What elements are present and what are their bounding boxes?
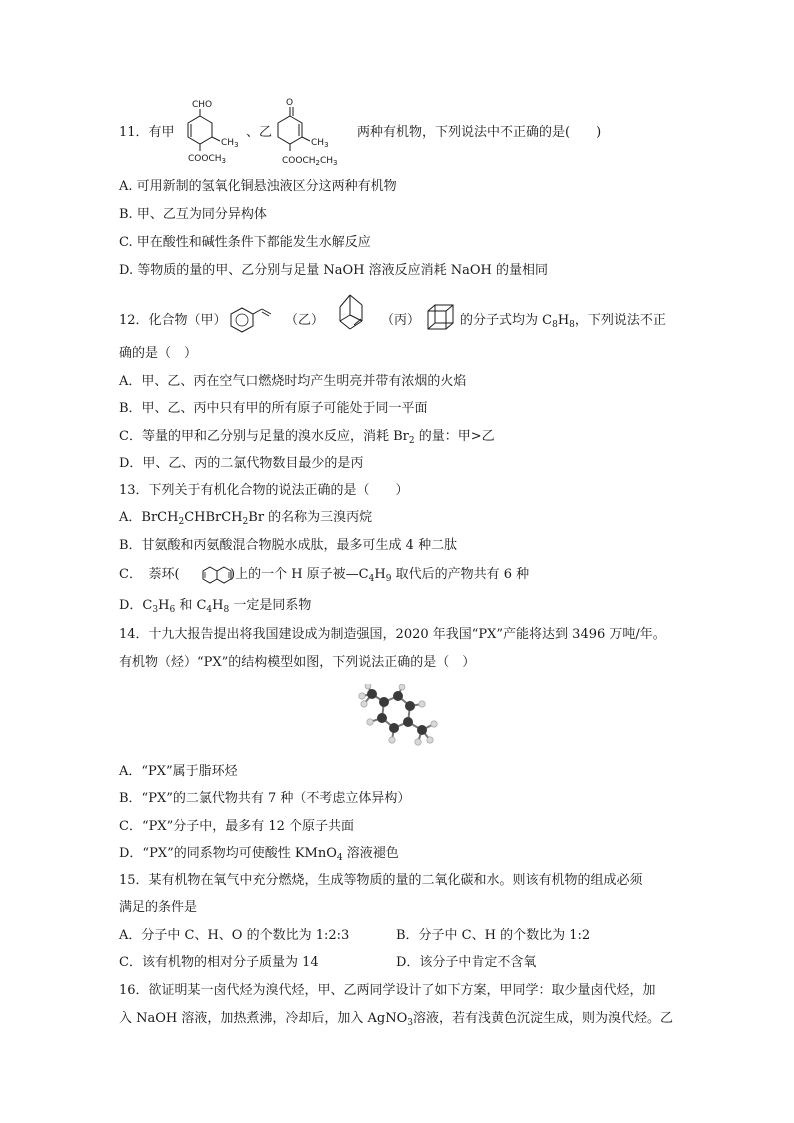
- q16-stem-line1: 16．欲证明某一卤代烃为溴代烃，甲、乙两同学设计了如下方案，甲同学：取少量卤代烃，加: [119, 983, 656, 998]
- q14-option-c: C．“PX”分子中，最多有 12 个原子共面: [119, 819, 355, 834]
- q12-option-d: D．甲、乙、丙的二氯代物数目最少的是丙: [119, 456, 364, 471]
- q11-option-c: C. 甲在酸性和碱性条件下都能发生水解反应: [119, 235, 371, 250]
- q15-stem-line1: 15．某有机物在氧气中充分燃烧，生成等物质的量的二氧化碳和水。则该有机物的组成必须: [119, 873, 643, 888]
- svg-text:COOCH2CH3: $COOCH_2CH_3$: [282, 156, 338, 167]
- cubane-structure: [426, 303, 456, 333]
- q13-option-a: A．BrCH$_2$CHBrCH$_2$Br 的名称为三溴丙烷: [119, 510, 373, 527]
- q14-stem-line2: 有机物（烃）“PX”的结构模型如图，下列说法正确的是（ ）: [119, 655, 476, 670]
- q11-stem-tail: 两种有机物，下列说法中不正确的是( ): [357, 125, 602, 140]
- q12-bing: （丙）: [381, 313, 421, 328]
- molecule-yi: [274, 94, 364, 170]
- q14-stem-line1: 14．十九大报告提出将我国建设成为制造强国，2020 年我国“PX”产能将达到 3496 万吨/年。: [119, 627, 666, 642]
- q15-option-a: A．分子中 C、H、O 的个数比为 1:2:3: [119, 928, 350, 943]
- jia-cho-label: CHO: [192, 100, 213, 110]
- q13-option-b: B．甘氨酸和丙氨酸混合物脱水成肽，最多可生成 4 种二肽: [119, 538, 458, 553]
- q11-sep: 、乙: [246, 125, 273, 140]
- q13-option-d: D．$C_3H_6$ 和 $C_4H_8$ 一定是同系物: [119, 598, 312, 615]
- q14-option-a: A．“PX”属于脂环烃: [119, 764, 238, 779]
- q12-option-c: C．等量的甲和乙分别与足量的溴水反应，消耗 $Br_2$ 的量：甲>乙: [119, 429, 495, 446]
- q12-yi: （乙）: [285, 313, 325, 328]
- q12-stem-tail: 的分子式均为 $C_8H_8$，下列说法不正: [460, 313, 666, 330]
- q11-option-b: B. 甲、乙互为同分异构体: [119, 207, 267, 222]
- q12-stem-line2: 确的是（ ）: [119, 346, 198, 361]
- molecule-jia: [170, 96, 250, 168]
- q13-option-c: )上的一个 H 原子被$—C_4H_9$ 取代后的产物共有 6 种: [230, 567, 530, 584]
- styrene-structure: [229, 304, 279, 334]
- q15-option-d: D．该分子中肯定不含氧: [396, 955, 537, 970]
- svg-text:CH3: $CH_3$: [221, 138, 239, 149]
- q16-stem-line2: 入 NaOH 溶液，加热煮沸，冷却后，加入 AgNO$_3$溶液，若有浅黄色沉淀生成，则为溴代烃。乙: [119, 1011, 674, 1028]
- q15-option-b: B．分子中 C、H 的个数比为 1:2: [396, 928, 591, 943]
- q13-stem: 13．下列关于有机化合物的说法正确的是（ ）: [119, 483, 409, 498]
- naphthalene-structure: [202, 565, 232, 585]
- q12-stem: 12．化合物（甲）: [119, 313, 227, 328]
- q14-option-d: D．“PX”的同系物均可使酸性 KMnO$_4$ 溶液褪色: [119, 846, 399, 863]
- q15-stem-line2: 满足的条件是: [119, 900, 198, 915]
- q12-option-b: B．甲、乙、丙中只有甲的所有原子可能处于同一平面: [119, 401, 428, 416]
- svg-text:CH3: $CH_3$: [311, 138, 329, 149]
- q11-option-d: D. 等物质的量的甲、乙分别与足量 NaOH 溶液反应消耗 NaOH 的量相同: [119, 263, 548, 278]
- q11-stem: 11．有甲: [119, 125, 175, 140]
- svg-text:COOCH3: $COOCH_3$: [188, 154, 226, 165]
- px-ball-stick-model: [344, 684, 444, 750]
- q13-option-c-prefix: C． 萘环(: [119, 567, 180, 582]
- q11-option-a: A. 可用新制的氢氧化铜悬浊液区分这两种有机物: [119, 179, 397, 194]
- bicyclic-structure: [334, 291, 370, 333]
- q15-option-c: C．该有机物的相对分子质量为 14: [119, 955, 319, 970]
- q12-option-a: A．甲、乙、丙在空气口燃烧时均产生明亮并带有浓烟的火焰: [119, 374, 467, 389]
- svg-text:O: O: [286, 98, 294, 108]
- q14-option-b: B．“PX”的二氯代物共有 7 种（不考虑立体异构）: [119, 791, 411, 806]
